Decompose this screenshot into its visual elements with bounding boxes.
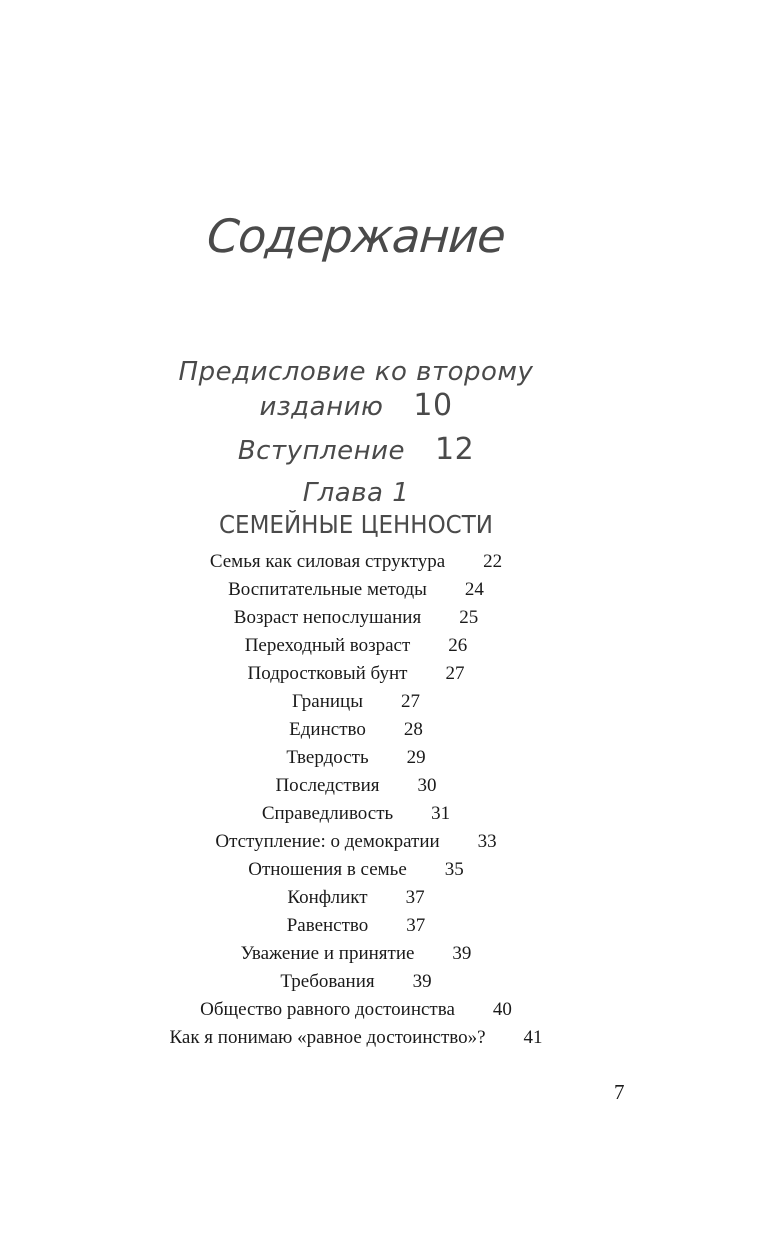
toc-entry-label: Отношения в семье <box>248 859 407 880</box>
page-number: 7 <box>614 1080 625 1104</box>
toc-entry-intro[interactable] <box>0 432 712 467</box>
preface-label-line1: Предисловие ко второму <box>178 357 534 387</box>
toc-entry[interactable] <box>0 856 712 884</box>
toc-entry[interactable] <box>0 968 712 996</box>
toc-entry[interactable] <box>0 828 712 856</box>
toc-entry[interactable] <box>0 884 712 912</box>
page-title: Содержание <box>205 208 507 263</box>
toc-entry-label: Твердость <box>286 747 369 768</box>
toc-entry[interactable] <box>0 1024 712 1052</box>
toc-entry-label: Как я понимаю «равное достоинство»? <box>169 1027 486 1048</box>
toc-entry[interactable] <box>0 632 712 660</box>
toc-list <box>0 548 712 1052</box>
toc-entry[interactable] <box>0 716 712 744</box>
toc-entry-page: 26 <box>448 635 468 656</box>
chapter-title: СЕМЕЙНЫЕ ЦЕННОСТИ <box>218 510 493 539</box>
toc-entry[interactable] <box>0 548 712 576</box>
preface-page: 10 <box>413 388 453 423</box>
toc-entry-label: Уважение и принятие <box>240 943 415 964</box>
toc-entry[interactable] <box>0 800 712 828</box>
toc-entry-label: Единство <box>289 719 366 740</box>
toc-entry-page: 40 <box>492 999 512 1020</box>
toc-entry-page: 29 <box>406 747 426 768</box>
intro-label: Вступление <box>237 436 405 466</box>
toc-entry-page: 27 <box>445 663 465 684</box>
toc-entry-label: Переходный возраст <box>244 635 411 656</box>
toc-entry-label: Требования <box>280 971 375 992</box>
toc-entry-label: Отступление: о демократии <box>215 831 440 852</box>
toc-entry[interactable] <box>0 940 712 968</box>
toc-entry[interactable] <box>0 660 712 688</box>
toc-entry[interactable] <box>0 744 712 772</box>
toc-entry-label: Справедливость <box>261 803 394 824</box>
toc-entry-label: Равенство <box>286 915 369 936</box>
toc-entry-page: 24 <box>464 579 484 600</box>
intro-page: 12 <box>434 432 475 467</box>
toc-entry-page: 33 <box>477 831 497 852</box>
toc-entry-label: Последствия <box>275 775 380 796</box>
toc-entry-page: 28 <box>403 719 423 740</box>
toc-entry-label: Возраст непослушания <box>233 607 422 628</box>
toc-entry-page: 22 <box>483 551 503 572</box>
toc-entry[interactable] <box>0 772 712 800</box>
toc-entry-label: Воспитательные методы <box>228 579 427 600</box>
toc-entry-page: 31 <box>431 803 451 824</box>
toc-entry-page: 27 <box>401 691 420 712</box>
toc-entry-page: 41 <box>523 1027 543 1048</box>
toc-entry[interactable] <box>0 576 712 604</box>
chapter-label: Глава 1 <box>302 478 410 508</box>
toc-entry-label: Семья как силовая структура <box>209 551 446 572</box>
toc-entry-preface[interactable] <box>0 356 712 424</box>
toc-entry[interactable] <box>0 996 712 1024</box>
toc-entry-label: Границы <box>292 691 363 712</box>
toc-entry[interactable] <box>0 604 712 632</box>
toc-entry-label: Общество равного достоинства <box>200 999 455 1020</box>
preface-label-line2: изданию <box>259 392 384 422</box>
toc-entry[interactable] <box>0 912 712 940</box>
toc-entry-page: 25 <box>459 607 479 628</box>
toc-entry[interactable] <box>0 688 712 716</box>
toc-entry-page: 30 <box>417 775 437 796</box>
toc-entry-page: 37 <box>406 915 426 936</box>
toc-entry-page: 37 <box>405 887 425 908</box>
toc-entry-label: Подростковый бунт <box>247 663 408 684</box>
toc-entry-page: 39 <box>412 971 432 992</box>
toc-entry-page: 39 <box>452 943 472 964</box>
toc-entry-page: 35 <box>444 859 464 880</box>
toc-entry-label: Конфликт <box>287 887 368 908</box>
